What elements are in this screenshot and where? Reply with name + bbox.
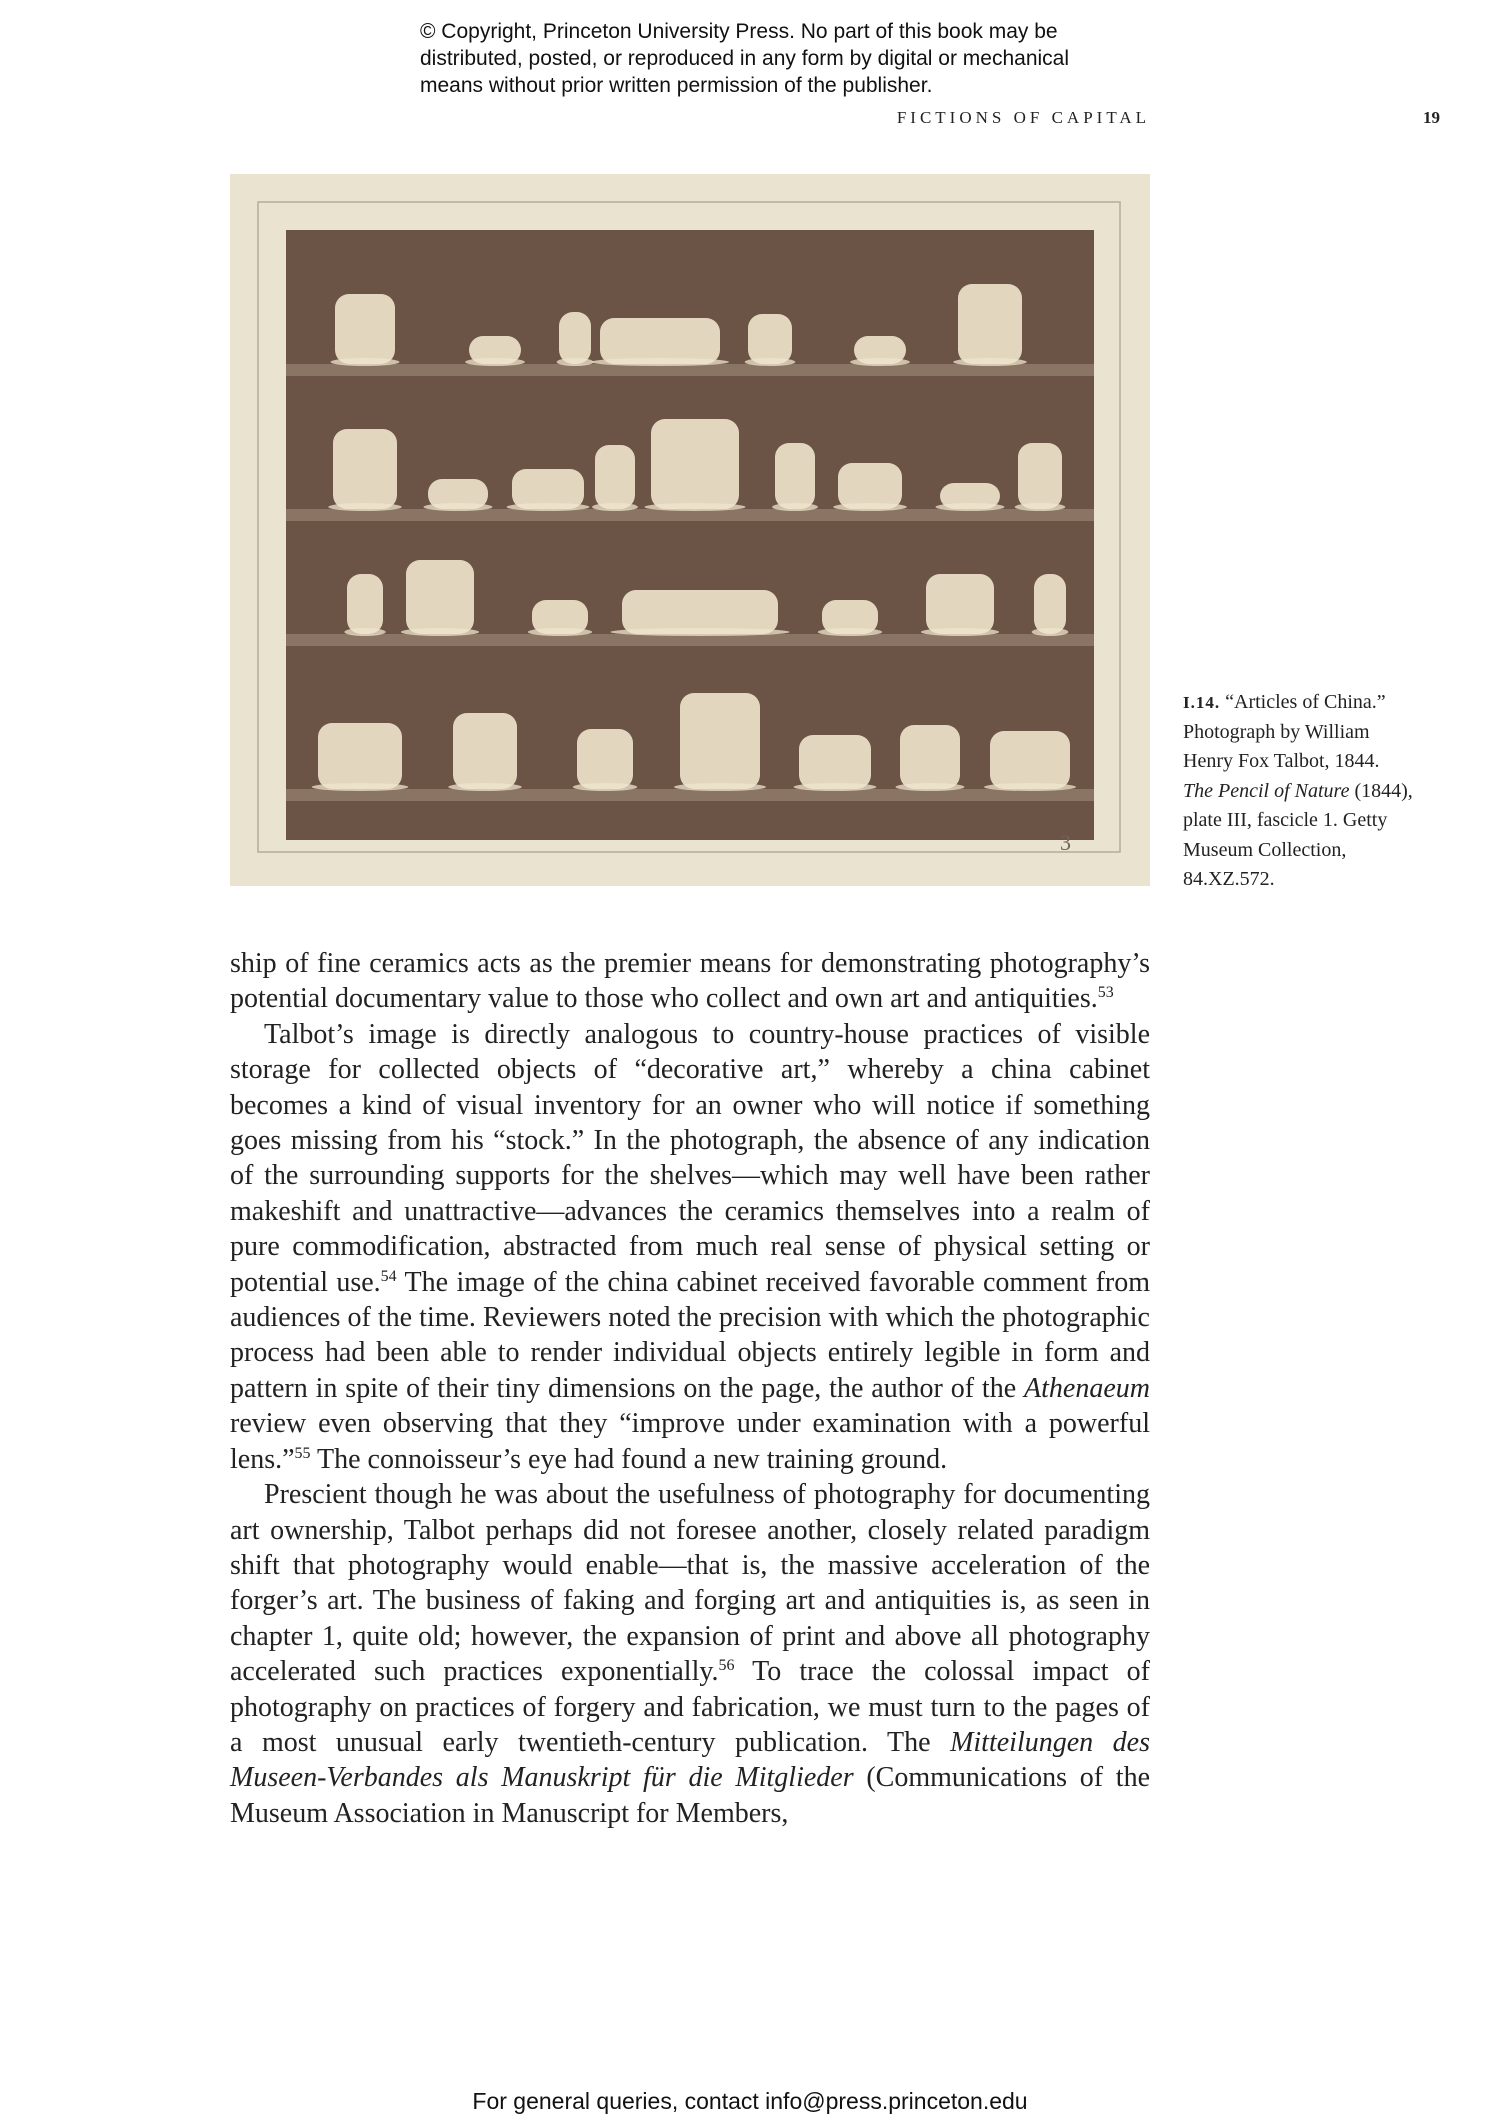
caption-accession: 84.XZ.572. bbox=[1183, 868, 1275, 890]
ceramic-saucer bbox=[507, 503, 590, 511]
footer-contact: For general queries, contact info@press.princeton.edu bbox=[472, 2088, 1028, 2114]
figure-photograph bbox=[230, 174, 1150, 886]
ceramic-saucer bbox=[591, 358, 729, 366]
ceramic-object bbox=[333, 429, 397, 509]
paragraph-text: ship of fine ceramics acts as the premier means for demonstrating photography’s potential documentary value to those who collect and own art and antiquities. bbox=[230, 948, 1150, 1015]
ceramic-saucer bbox=[528, 628, 592, 636]
paragraph bbox=[230, 1017, 1150, 1477]
shelf bbox=[286, 364, 1094, 376]
body-text bbox=[230, 946, 1150, 1831]
ceramic-object bbox=[559, 312, 591, 364]
ceramic-object bbox=[600, 318, 720, 364]
ceramic-saucer bbox=[794, 783, 877, 791]
ceramic-saucer bbox=[818, 628, 882, 636]
ceramic-object bbox=[990, 731, 1070, 789]
caption-line: plate III, fascicle 1. Getty bbox=[1183, 809, 1388, 831]
paragraph-text: The image of the china cabinet received favorable comment from audiences of the time. Reviewers noted the precision with which the photographic process had been able to render individual objects entirely legible in form and pattern in spite of their tiny dimensions on the page, the author of the bbox=[230, 1266, 1151, 1404]
running-head: FICTIONS OF CAPITAL bbox=[896, 108, 1150, 127]
ceramic-object bbox=[1034, 574, 1066, 634]
ceramic-saucer bbox=[328, 503, 402, 511]
page-number: 19 bbox=[1423, 108, 1440, 127]
ceramic-saucer bbox=[344, 628, 385, 636]
ceramic-saucer bbox=[644, 503, 745, 511]
caption-line: Photograph by William bbox=[1183, 720, 1370, 743]
italic-title: Athenaeum bbox=[1024, 1372, 1150, 1404]
paragraph-text: (Communications of the Museum Association in Manuscript for Members, bbox=[230, 1762, 1151, 1829]
paragraph-text: review even observing that they “improve under examination with a powerful lens.” bbox=[230, 1408, 1150, 1475]
caption-line: (1844), bbox=[1349, 779, 1413, 802]
ceramic-saucer bbox=[674, 783, 766, 791]
figure-label: I.14. bbox=[1183, 693, 1221, 712]
ceramic-saucer bbox=[1032, 628, 1069, 636]
ceramic-saucer bbox=[850, 358, 910, 366]
ceramic-saucer bbox=[331, 358, 400, 366]
ceramic-saucer bbox=[1015, 503, 1066, 511]
ceramic-saucer bbox=[448, 783, 522, 791]
footnote-ref[interactable]: 53 bbox=[1097, 984, 1114, 1002]
italic-title: Mitteilungen des Museen-Verbandes als Manuskript für die Mitglieder bbox=[230, 1726, 1150, 1794]
figure-caption bbox=[1183, 688, 1453, 895]
shelf bbox=[286, 789, 1094, 801]
ceramic-saucer bbox=[312, 783, 409, 791]
paragraph-text: Talbot’s image is directly analogous to country-house practices of visible storage for collected objects of “decorative art,” whereby a china cabinet becomes a kind of visual inventory for an owner who will notice if something goes missing from his “stock.” In the photograph, the absence of any indication of the surrounding supports for the shelves—which may well have been rather makeshift and unattractive—advances the ceramics themselves into a realm of pure commodification, abstracted from much real sense of physical setting or potential use. bbox=[230, 1018, 1150, 1298]
ceramic-saucer bbox=[745, 358, 796, 366]
footnote-ref[interactable]: 54 bbox=[380, 1267, 397, 1285]
caption-line: Henry Fox Talbot, 1844. bbox=[1183, 750, 1380, 772]
paragraph bbox=[230, 1477, 1150, 1831]
ceramic-saucer bbox=[401, 628, 479, 636]
articles-of-china-photo bbox=[230, 174, 1150, 886]
caption-line: Museum Collection, bbox=[1183, 838, 1347, 861]
ceramic-object bbox=[775, 443, 815, 509]
ceramic-object bbox=[406, 560, 474, 634]
ceramic-object bbox=[335, 294, 395, 364]
ceramic-object bbox=[838, 463, 902, 509]
copyright-line: © Copyright, Princeton University Press. No part of this book may be bbox=[420, 20, 1058, 43]
ceramic-saucer bbox=[984, 783, 1076, 791]
footnote-ref[interactable]: 55 bbox=[294, 1444, 311, 1462]
ceramic-object bbox=[651, 419, 739, 509]
ceramic-saucer bbox=[465, 358, 525, 366]
ceramic-saucer bbox=[921, 628, 999, 636]
ceramic-saucer bbox=[592, 503, 638, 511]
ceramic-saucer bbox=[610, 628, 789, 636]
caption-book-title: The Pencil of Nature bbox=[1183, 779, 1350, 802]
copyright-notice bbox=[420, 18, 1140, 99]
paragraph bbox=[230, 946, 1150, 1017]
ceramic-saucer bbox=[573, 783, 637, 791]
ceramic-object bbox=[900, 725, 960, 789]
ceramic-object bbox=[453, 713, 517, 789]
plate-mark: 3 bbox=[1060, 830, 1071, 855]
ceramic-object bbox=[958, 284, 1022, 364]
paragraph-text: Prescient though he was about the usefulness of photography for documenting art ownership, Talbot perhaps did not foresee another, closely related paradigm shift that photography would enable—that is, the massive acceleration of the forger’s art. The business of faking and forging art and antiquities is, as seen in chapter 1, quite old; however, the expansion of print and above all photography accelerated such practices exponentially. bbox=[230, 1479, 1150, 1688]
copyright-line: distributed, posted, or reproduced in any form by digital or mechanical bbox=[420, 47, 1070, 70]
ceramic-object bbox=[748, 314, 792, 364]
footnote-ref[interactable]: 56 bbox=[718, 1657, 735, 1675]
paragraph-text: To trace the colossal impact of photography on practices of forgery and fabrication, we must turn to the pages of a most unusual early twentieth-century publication. The bbox=[230, 1656, 1150, 1758]
ceramic-object bbox=[926, 574, 994, 634]
copyright-line: means without prior written permission of the publisher. bbox=[420, 74, 933, 97]
ceramic-saucer bbox=[936, 503, 1005, 511]
ceramic-object bbox=[347, 574, 383, 634]
paragraph-text: The connoisseur’s eye had found a new training ground. bbox=[310, 1443, 948, 1475]
ceramic-object bbox=[318, 723, 402, 789]
ceramic-saucer bbox=[424, 503, 493, 511]
ceramic-saucer bbox=[557, 358, 594, 366]
ceramic-object bbox=[595, 445, 635, 509]
ceramic-saucer bbox=[953, 358, 1027, 366]
ceramic-saucer bbox=[896, 783, 965, 791]
ceramic-saucer bbox=[833, 503, 907, 511]
ceramic-object bbox=[622, 590, 778, 634]
ceramic-object bbox=[577, 729, 633, 789]
ceramic-saucer bbox=[772, 503, 818, 511]
ceramic-object bbox=[799, 735, 871, 789]
caption-title: “Articles of China.” bbox=[1220, 691, 1386, 713]
ceramic-object bbox=[680, 693, 760, 789]
ceramic-object bbox=[1018, 443, 1062, 509]
